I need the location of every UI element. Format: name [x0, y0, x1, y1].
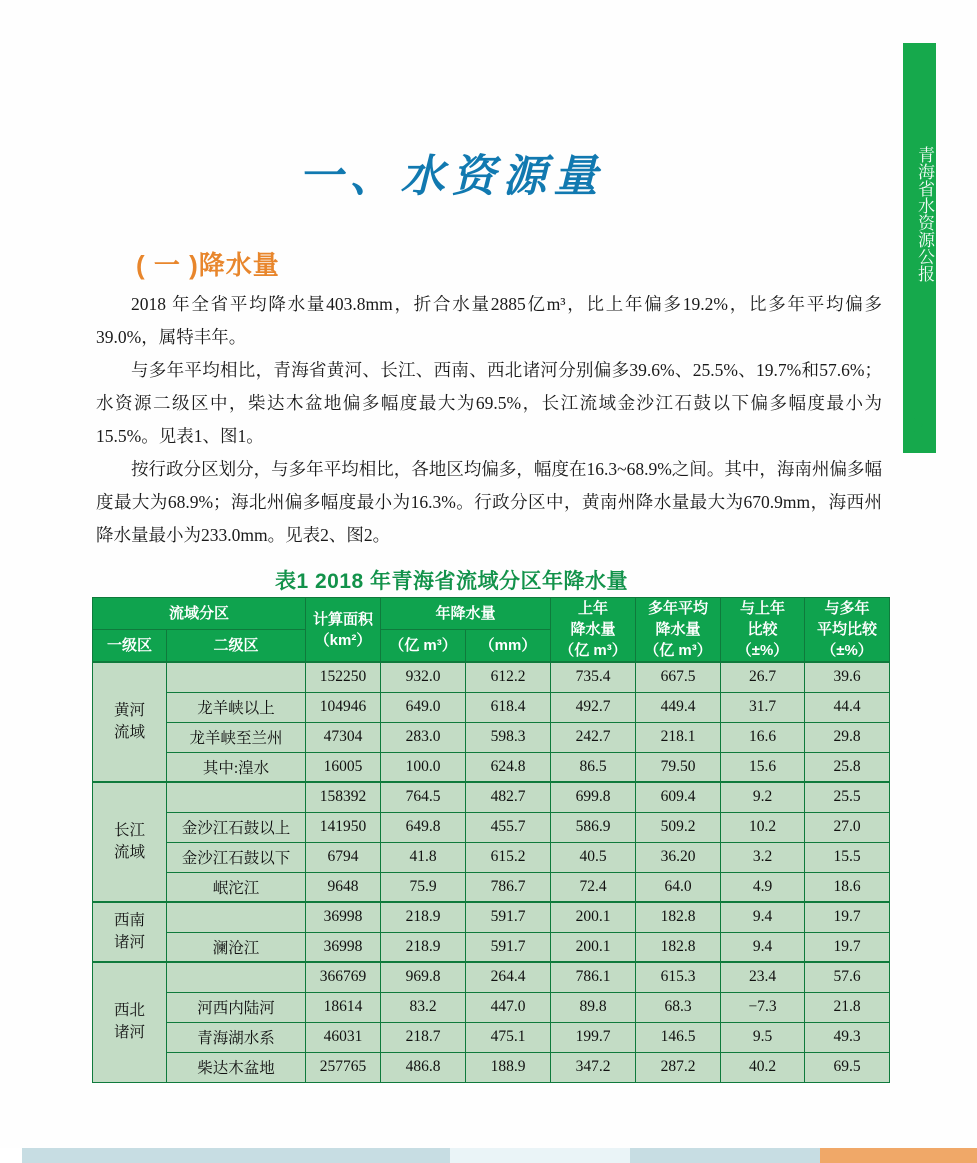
table-cell-area: 36998 [306, 932, 381, 962]
table-cell-cmp-mean: 25.8 [805, 752, 890, 782]
header-annual-precip: 年降水量 [381, 598, 551, 630]
group-name-line2: 流域 [113, 844, 145, 861]
table-cell-area: 16005 [306, 752, 381, 782]
table-cell-precip-depth: 482.7 [466, 782, 551, 812]
table-cell-precip-volume: 486.8 [381, 1052, 466, 1082]
header-calc-area-label: 计算面积 [313, 610, 374, 628]
table-cell-subregion: 金沙江石鼓以下 [167, 842, 306, 872]
table-cell-cmp-last: −7.3 [721, 992, 805, 1022]
table-caption: 表1 2018 年青海省流域分区年降水量 [274, 570, 629, 593]
table-cell-precip-depth: 618.4 [466, 692, 551, 722]
page-title: 一、水资源量 [298, 151, 605, 202]
table-cell-subregion: 金沙江石鼓以上 [167, 812, 306, 842]
table-cell-last-year: 699.8 [551, 782, 636, 812]
table-cell-area: 9648 [306, 872, 381, 902]
body-text [96, 288, 882, 552]
header-level2: 二级区 [167, 629, 306, 662]
table-cell-last-year: 89.8 [551, 992, 636, 1022]
table-cell-area: 46031 [306, 1022, 381, 1052]
table-cell-cmp-mean: 69.5 [805, 1052, 890, 1082]
table-cell-subregion: 澜沧江 [167, 932, 306, 962]
table-cell-mean: 449.4 [636, 692, 721, 722]
table-row [93, 992, 890, 1022]
table-cell-mean: 36.20 [636, 842, 721, 872]
header-cmp-mean-line1: 与多年 [824, 600, 870, 617]
table-cell-area: 257765 [306, 1052, 381, 1082]
table-cell-precip-depth: 455.7 [466, 812, 551, 842]
table-row [93, 842, 890, 872]
header-calc-area-unit: （km²） [314, 631, 372, 649]
bottom-strip [0, 1148, 977, 1163]
table-row [93, 662, 890, 692]
table-cell-precip-depth: 447.0 [466, 992, 551, 1022]
table-row [93, 752, 890, 782]
table-row [93, 872, 890, 902]
table-cell-cmp-last: 3.2 [721, 842, 805, 872]
header-cmp-mean-line2: 平均比较 [817, 621, 878, 638]
table-cell-subregion [167, 902, 306, 932]
table-cell-mean: 218.1 [636, 722, 721, 752]
table-cell-area: 152250 [306, 662, 381, 692]
table-cell-precip-depth: 624.8 [466, 752, 551, 782]
table-body [93, 662, 890, 1082]
table-cell-cmp-last: 26.7 [721, 662, 805, 692]
table-cell-precip-depth: 786.7 [466, 872, 551, 902]
table-cell-cmp-last: 9.5 [721, 1022, 805, 1052]
table-cell-precip-depth: 591.7 [466, 932, 551, 962]
header-cmp-last-line1: 与上年 [740, 600, 786, 617]
group-name-line2: 诸河 [113, 1024, 145, 1042]
table-cell-last-year: 199.7 [551, 1022, 636, 1052]
group-name-line1: 西北 [113, 1002, 145, 1020]
table-cell-mean: 68.3 [636, 992, 721, 1022]
table-cell-subregion: 龙羊峡以上 [167, 692, 306, 722]
header-calc-area [306, 598, 381, 663]
table-cell-area: 366769 [306, 962, 381, 992]
table-cell-cmp-last: 9.4 [721, 932, 805, 962]
table-cell-cmp-mean: 27.0 [805, 812, 890, 842]
table-cell-precip-volume: 649.0 [381, 692, 466, 722]
table-group-name [93, 662, 167, 782]
table-header-row-1 [93, 598, 890, 630]
table-row [93, 962, 890, 992]
header-cmp-mean-unit: （±%） [821, 642, 873, 659]
group-name-line1: 长江 [113, 822, 145, 839]
table-cell-last-year: 242.7 [551, 722, 636, 752]
table-row [93, 1022, 890, 1052]
header-mean-line1: 多年平均 [648, 600, 709, 617]
table-cell-precip-volume: 218.7 [381, 1022, 466, 1052]
table-cell-mean: 182.8 [636, 932, 721, 962]
table-cell-mean: 609.4 [636, 782, 721, 812]
header-level1: 一级区 [93, 629, 167, 662]
header-last-year-unit: （亿 m³） [559, 642, 627, 659]
header-precip-depth-unit: （mm） [466, 629, 551, 662]
side-tab-notch [903, 397, 936, 453]
table-cell-cmp-mean: 18.6 [805, 872, 890, 902]
table-group-name [93, 962, 167, 1082]
table-cell-precip-volume: 218.9 [381, 902, 466, 932]
table-header [93, 598, 890, 663]
table-cell-cmp-mean: 19.7 [805, 932, 890, 962]
table-group-name [93, 902, 167, 962]
header-precip-volume-unit: （亿 m³） [381, 629, 466, 662]
table-cell-precip-volume: 283.0 [381, 722, 466, 752]
table-cell-mean: 509.2 [636, 812, 721, 842]
group-name-line2: 诸河 [113, 934, 145, 951]
table-cell-last-year: 86.5 [551, 752, 636, 782]
table-cell-subregion: 其中:湟水 [167, 752, 306, 782]
table-cell-cmp-last: 23.4 [721, 962, 805, 992]
table-cell-cmp-last: 40.2 [721, 1052, 805, 1082]
bottom-strip-segment-light [450, 1148, 630, 1163]
table-cell-last-year: 735.4 [551, 662, 636, 692]
table-cell-cmp-last: 31.7 [721, 692, 805, 722]
table-cell-mean: 287.2 [636, 1052, 721, 1082]
table-row [93, 902, 890, 932]
bottom-strip-segment-white [0, 1148, 22, 1163]
table-cell-precip-depth: 475.1 [466, 1022, 551, 1052]
side-tab-publication [903, 43, 936, 452]
paragraph-3: 按行政分区划分，与多年平均相比，各地区均偏多，幅度在16.3~68.9%之间。其中，海南州偏多幅度最大为68.9%；海北州偏多幅度最小为16.3%。行政分区中，黄南州降水量最大为670.9mm，海西州降水量最小为233.0mm。见表2、图2。 [96, 459, 882, 545]
header-cmp-last-year [721, 598, 805, 663]
table-cell-cmp-last: 16.6 [721, 722, 805, 752]
precipitation-table [92, 597, 890, 1083]
table-cell-area: 104946 [306, 692, 381, 722]
header-last-year-line1: 上年 [578, 600, 609, 617]
table-cell-subregion [167, 782, 306, 812]
table-cell-mean: 79.50 [636, 752, 721, 782]
table-cell-last-year: 200.1 [551, 902, 636, 932]
table-cell-precip-volume: 75.9 [381, 872, 466, 902]
table-cell-precip-depth: 598.3 [466, 722, 551, 752]
header-mean-unit: （亿 m³） [644, 642, 712, 659]
table-cell-area: 18614 [306, 992, 381, 1022]
table-cell-last-year: 492.7 [551, 692, 636, 722]
table-cell-cmp-last: 4.9 [721, 872, 805, 902]
table-cell-area: 158392 [306, 782, 381, 812]
table-cell-precip-volume: 218.9 [381, 932, 466, 962]
table-cell-precip-depth: 615.2 [466, 842, 551, 872]
table-cell-cmp-mean: 21.8 [805, 992, 890, 1022]
table-row [93, 1052, 890, 1082]
table-cell-mean: 146.5 [636, 1022, 721, 1052]
table-cell-mean: 182.8 [636, 902, 721, 932]
header-mean-line2: 降水量 [655, 621, 701, 638]
table-cell-precip-volume: 83.2 [381, 992, 466, 1022]
paragraph-1: 2018 年全省平均降水量403.8mm，折合水量2885亿m³，比上年偏多19.2%，比多年平均偏多39.0%，属特丰年。 [96, 294, 882, 347]
table-row [93, 692, 890, 722]
table-cell-area: 36998 [306, 902, 381, 932]
table-cell-last-year: 786.1 [551, 962, 636, 992]
table-cell-area: 47304 [306, 722, 381, 752]
table-cell-cmp-mean: 25.5 [805, 782, 890, 812]
table-cell-precip-volume: 649.8 [381, 812, 466, 842]
table-cell-precip-depth: 188.9 [466, 1052, 551, 1082]
header-cmp-last-unit: （±%） [736, 642, 789, 659]
table-cell-precip-volume: 969.8 [381, 962, 466, 992]
table-cell-precip-volume: 932.0 [381, 662, 466, 692]
side-tab-label: 青海省水资源公报 [914, 146, 934, 282]
table-cell-area: 6794 [306, 842, 381, 872]
table-cell-precip-volume: 41.8 [381, 842, 466, 872]
table-cell-subregion: 青海湖水系 [167, 1022, 306, 1052]
table-cell-cmp-mean: 57.6 [805, 962, 890, 992]
table-cell-mean: 615.3 [636, 962, 721, 992]
table-row [93, 812, 890, 842]
header-cmp-mean [805, 598, 890, 663]
table-cell-subregion: 柴达木盆地 [167, 1052, 306, 1082]
table-cell-subregion [167, 962, 306, 992]
table-cell-precip-depth: 612.2 [466, 662, 551, 692]
table-cell-precip-depth: 591.7 [466, 902, 551, 932]
table-cell-cmp-mean: 19.7 [805, 902, 890, 932]
table-row [93, 782, 890, 812]
table-cell-area: 141950 [306, 812, 381, 842]
header-last-year-precip [551, 598, 636, 663]
header-mean-precip [636, 598, 721, 663]
table-cell-cmp-mean: 49.3 [805, 1022, 890, 1052]
table-cell-last-year: 586.9 [551, 812, 636, 842]
bottom-strip-segment-orange [820, 1148, 977, 1163]
group-name-line2: 流域 [113, 724, 145, 741]
table-cell-cmp-mean: 29.8 [805, 722, 890, 752]
table-cell-precip-volume: 764.5 [381, 782, 466, 812]
table-cell-cmp-last: 9.4 [721, 902, 805, 932]
table-cell-cmp-mean: 44.4 [805, 692, 890, 722]
table-row [93, 722, 890, 752]
table-cell-cmp-last: 10.2 [721, 812, 805, 842]
paragraph-2: 与多年平均相比，青海省黄河、长江、西南、西北诸河分别偏多39.6%、25.5%、19.7%和57.6%；水资源二级区中，柴达木盆地偏多幅度最大为69.5%，长江流域金沙江石鼓以下偏多幅度最小为15.5%。见表1、图1。 [96, 360, 882, 446]
table-cell-subregion: 河西内陆河 [167, 992, 306, 1022]
group-name-line1: 黄河 [113, 702, 145, 719]
table-cell-subregion: 龙羊峡至兰州 [167, 722, 306, 752]
table-cell-precip-depth: 264.4 [466, 962, 551, 992]
table-cell-precip-volume: 100.0 [381, 752, 466, 782]
table-row [93, 932, 890, 962]
table-group-name [93, 782, 167, 902]
table-cell-last-year: 40.5 [551, 842, 636, 872]
table-cell-cmp-last: 9.2 [721, 782, 805, 812]
table-cell-mean: 64.0 [636, 872, 721, 902]
group-name-line1: 西南 [113, 912, 145, 929]
table-cell-cmp-mean: 15.5 [805, 842, 890, 872]
section-heading: ( 一 )降水量 [136, 250, 280, 280]
header-cmp-last-line2: 比较 [747, 621, 778, 638]
table-cell-cmp-last: 15.6 [721, 752, 805, 782]
table-cell-last-year: 72.4 [551, 872, 636, 902]
table-cell-last-year: 347.2 [551, 1052, 636, 1082]
table-cell-last-year: 200.1 [551, 932, 636, 962]
table-cell-subregion [167, 662, 306, 692]
table-cell-mean: 667.5 [636, 662, 721, 692]
table-cell-subregion: 岷沱江 [167, 872, 306, 902]
header-last-year-line2: 降水量 [570, 621, 616, 638]
header-basin-division: 流域分区 [93, 598, 306, 630]
table-cell-cmp-mean: 39.6 [805, 662, 890, 692]
